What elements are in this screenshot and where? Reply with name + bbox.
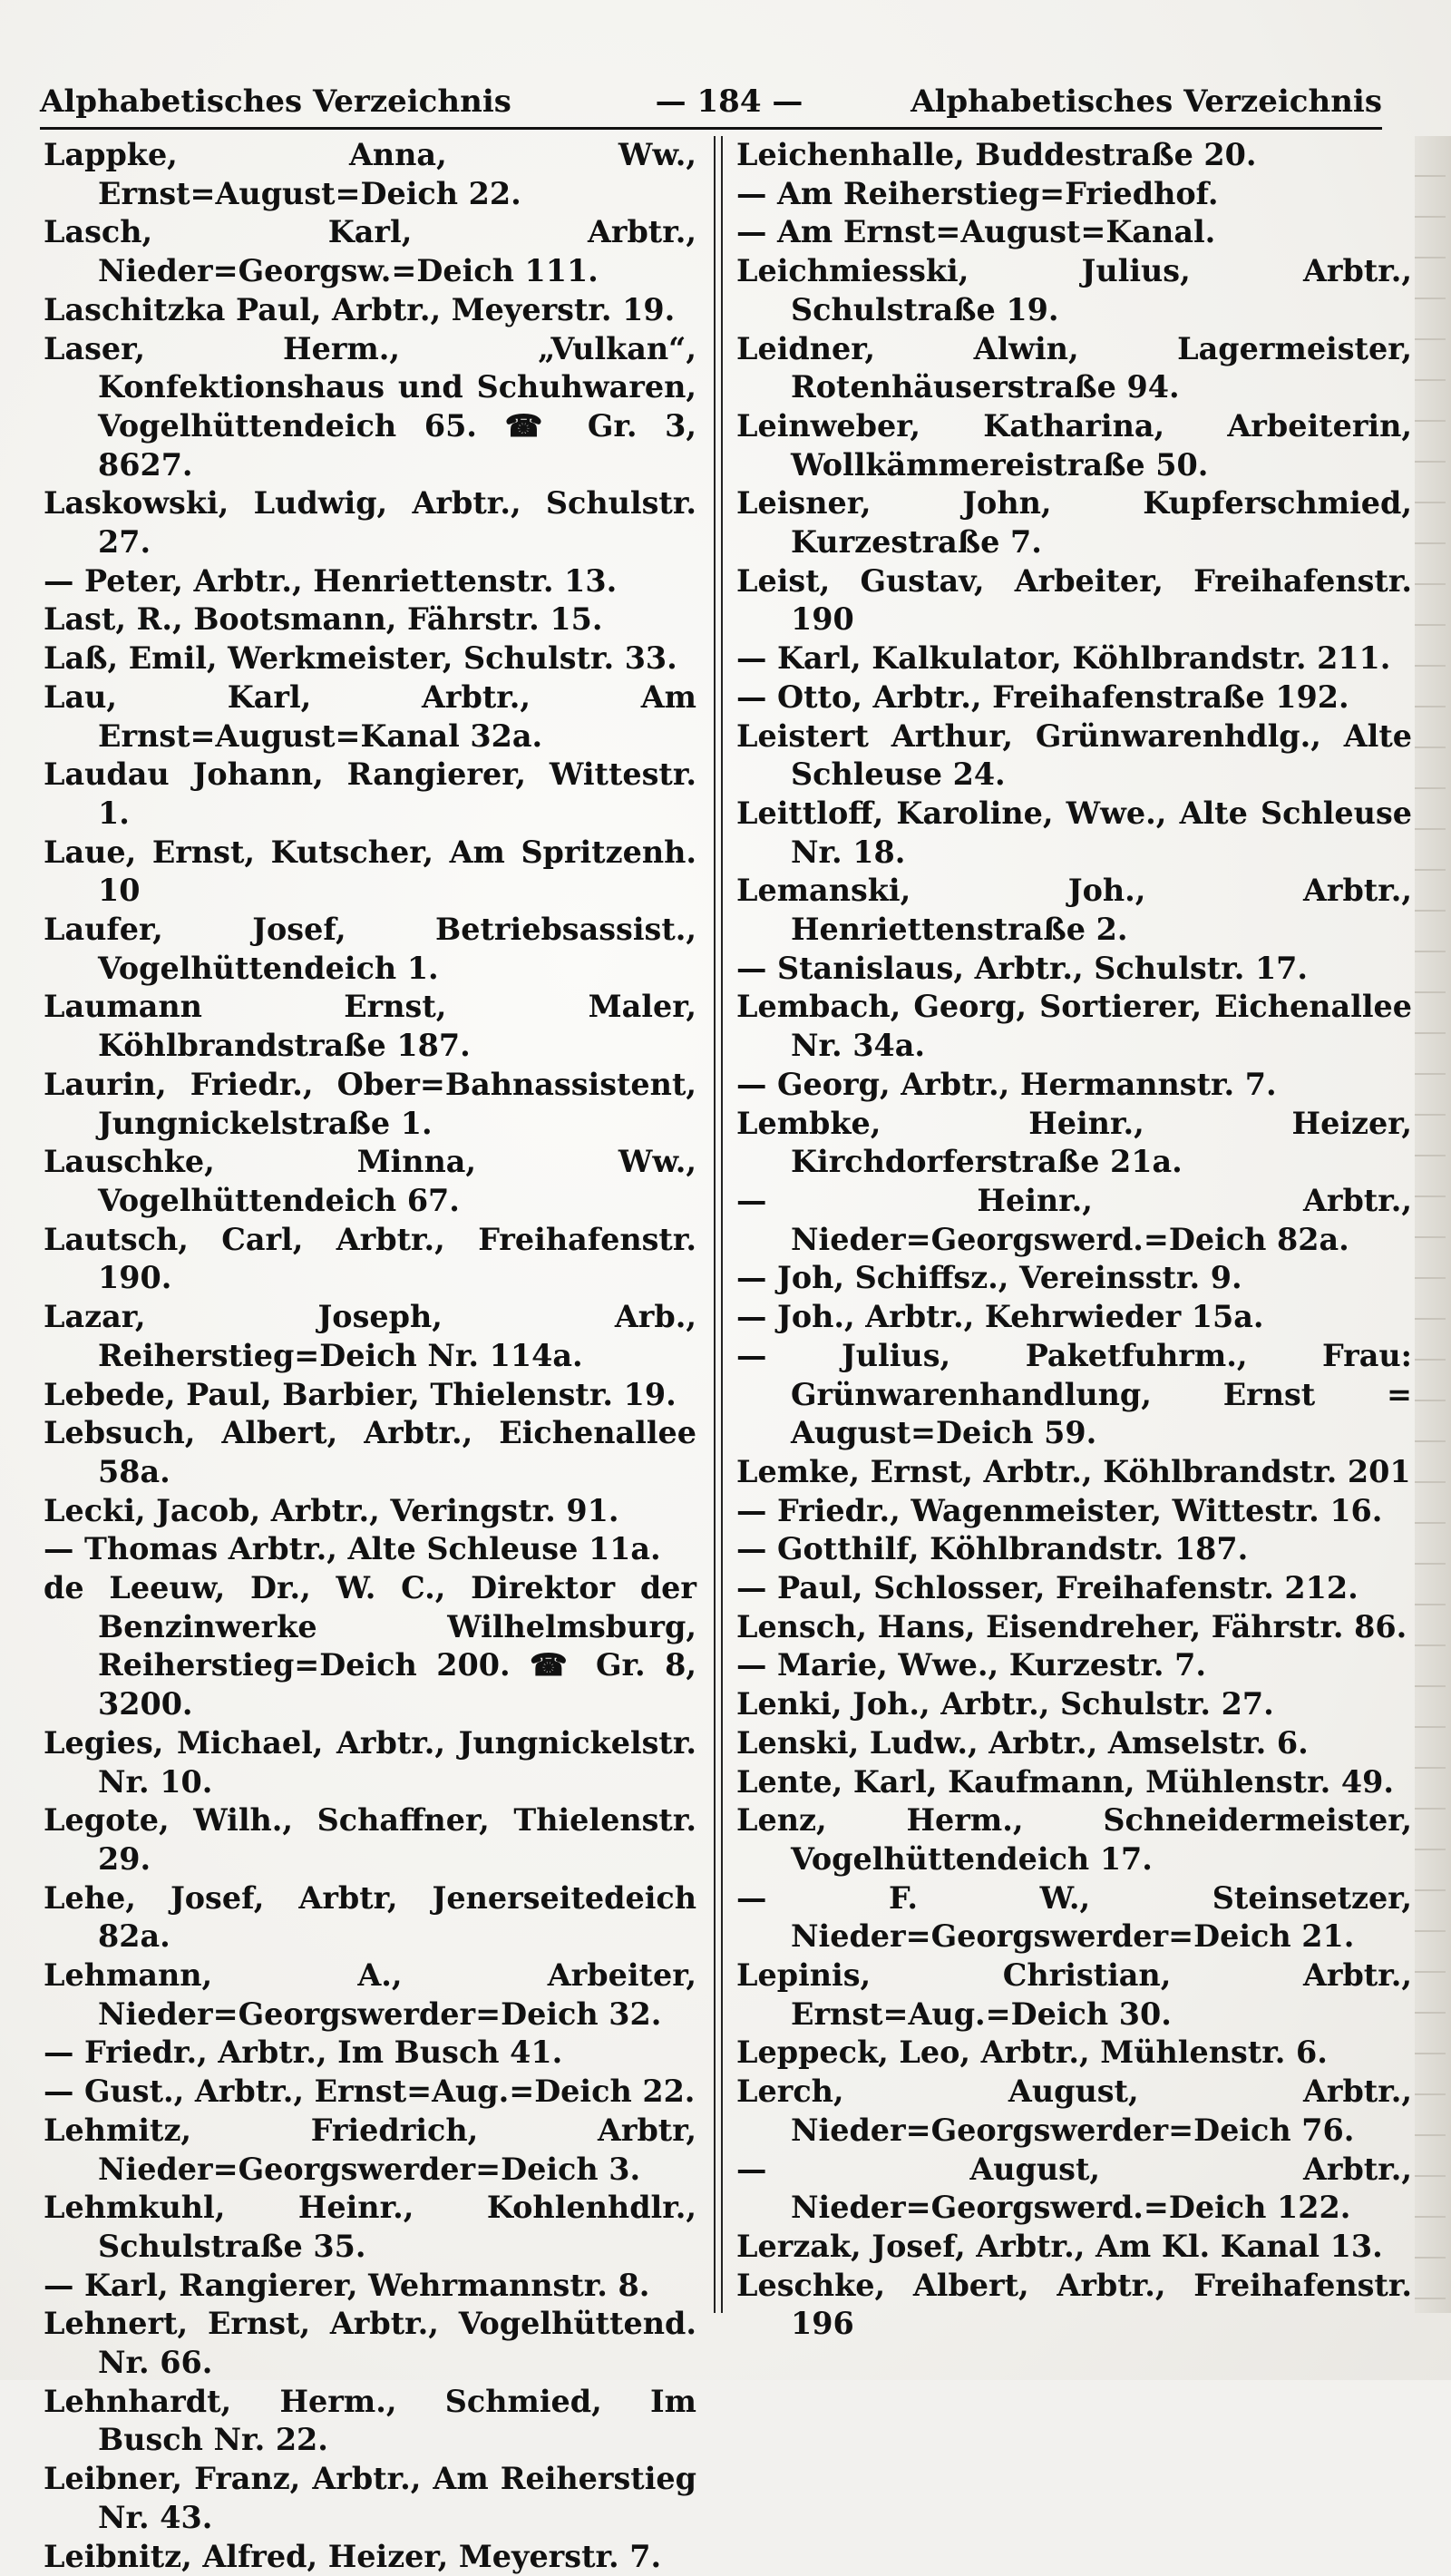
directory-entry: — Otto, Arbtr., Freihafenstraße 192. — [736, 678, 1349, 715]
facing-page-line — [1415, 177, 1446, 218]
directory-entry: Lehnhardt, Herm., Schmied, Im Busch Nr. 22. — [44, 2383, 696, 2458]
directory-entry: Lasch, Karl, Arbtr., Nieder=Georgsw.=Deich 111. — [44, 214, 696, 289]
directory-entry: Laumann Ernst, Maler, Köhlbrandstraße 187. — [44, 989, 696, 1064]
facing-page-line — [1415, 1932, 1446, 1973]
facing-page-line — [1415, 1687, 1446, 1728]
facing-page-line — [1415, 1565, 1446, 1605]
facing-page-line — [1415, 381, 1446, 422]
directory-entry: Lehmitz, Friedrich, Arbtr, Nieder=Georgswerder=Deich 3. — [44, 2112, 696, 2187]
facing-page-line — [1415, 830, 1446, 871]
facing-page-line — [1415, 1156, 1446, 1197]
directory-entry: Lenski, Ludw., Arbtr., Amselstr. 6. — [736, 1724, 1309, 1761]
directory-entry: — Gust., Arbtr., Ernst=Aug.=Deich 22. — [44, 2073, 696, 2110]
directory-entry: Leschke, Albert, Arbtr., Freihafenstr. 196 — [736, 2267, 1412, 2342]
facing-page-line — [1415, 748, 1446, 789]
directory-entry: — Stanislaus, Arbtr., Schulstr. 17. — [736, 950, 1309, 986]
directory-entry: Legies, Michael, Arbtr., Jungnickelstr. Nr. 10. — [44, 1724, 696, 1800]
left-column — [44, 136, 696, 2576]
directory-entry: Lebsuch, Albert, Arbtr., Eichenallee 58a. — [44, 1415, 696, 1489]
directory-entry: Lerch, August, Arbtr., Nieder=Georgswerder=Deich 76. — [736, 2073, 1412, 2148]
facing-page-line — [1415, 2259, 1446, 2299]
facing-page-line — [1415, 1361, 1446, 1401]
directory-entry: Leisner, John, Kupferschmied, Kurzestraße 7. — [736, 485, 1412, 561]
facing-page-line — [1415, 871, 1446, 912]
directory-entry: Lappke, Anna, Ww., Ernst=August=Deich 22. — [44, 137, 696, 211]
facing-page-line — [1415, 1320, 1446, 1361]
facing-page-line — [1415, 1116, 1446, 1156]
directory-entry: — F. W., Steinsetzer, Nieder=Georgswerder=Deich 21. — [736, 1879, 1412, 1955]
facing-page-line — [1415, 1810, 1446, 1850]
directory-entry: — Gotthilf, Köhlbrandstr. 187. — [736, 1531, 1249, 1567]
directory-entry: Lensch, Hans, Eisendreher, Fährstr. 86. — [736, 1608, 1407, 1644]
facing-page-line — [1415, 1034, 1446, 1075]
directory-entry: Laskowski, Ludwig, Arbtr., Schulstr. 27. — [44, 485, 696, 561]
directory-entry: — Karl, Rangierer, Wehrmannstr. 8. — [44, 2267, 650, 2303]
facing-page-line — [1415, 2136, 1446, 2177]
facing-page-line — [1415, 299, 1446, 340]
facing-page-edge — [1415, 136, 1451, 2313]
facing-page-line — [1415, 912, 1446, 952]
directory-entry: Laudau Johann, Rangierer, Wittestr. 1. — [44, 756, 696, 831]
directory-entry: Laufer, Josef, Betriebsassist., Vogelhüttendeich 1. — [44, 912, 696, 986]
facing-page-line — [1415, 259, 1446, 299]
facing-page-line — [1415, 1238, 1446, 1279]
directory-entry: — Friedr., Arbtr., Im Busch 41. — [44, 2034, 563, 2071]
facing-page-line — [1415, 1524, 1446, 1565]
directory-entry: Laue, Ernst, Kutscher, Am Spritzenh. 10 — [44, 834, 696, 909]
directory-entry: — Joh, Schiffsz., Vereinsstr. 9. — [736, 1260, 1242, 1296]
facing-page-line — [1415, 952, 1446, 993]
facing-page-line — [1415, 136, 1446, 177]
directory-entry: — Friedr., Wagenmeister, Wittestr. 16. — [736, 1492, 1383, 1528]
directory-entry: — Marie, Wwe., Kurzestr. 7. — [736, 1647, 1206, 1683]
directory-entry: — Georg, Arbtr., Hermannstr. 7. — [736, 1066, 1277, 1102]
facing-page-line — [1415, 1850, 1446, 1891]
directory-entry: Lau, Karl, Arbtr., Am Ernst=August=Kanal 32a. — [44, 678, 696, 754]
directory-entry: Laschitzka Paul, Arbtr., Meyerstr. 19. — [44, 291, 676, 327]
facing-page-line — [1415, 1075, 1446, 1116]
header-rule — [40, 127, 1382, 130]
column-divider — [714, 136, 723, 2313]
facing-page-line — [1415, 2218, 1446, 2259]
facing-page-line — [1415, 1401, 1446, 1442]
facing-page-line — [1415, 2299, 1446, 2313]
directory-entry: Laser, Herm., „Vulkan“, Konfektionshaus und Schuhwaren, Vogelhüttendeich 65. ☎ Gr. 3, 8627. — [44, 330, 696, 483]
directory-entry: Lemanski, Joh., Arbtr., Henriettenstraße 2. — [736, 873, 1412, 948]
directory-entry: de Leeuw, Dr., W. C., Direktor der Benzinwerke Wilhelmsburg, Reiherstieg=Deich 200. ☎ Gr. 8, 3200. — [44, 1570, 696, 1722]
facing-page-line — [1415, 1197, 1446, 1238]
facing-page-line — [1415, 626, 1446, 667]
right-column — [736, 136, 1412, 2344]
directory-entry: Lehmkuhl, Heinr., Kohlenhdlr., Schulstraße 35. — [44, 2190, 696, 2264]
directory-entry: Leibner, Franz, Arbtr., Am Reiherstieg Nr. 43. — [44, 2461, 696, 2535]
facing-page-line — [1415, 2177, 1446, 2218]
page-header — [40, 83, 1382, 125]
directory-entry: Leppeck, Leo, Arbtr., Mühlenstr. 6. — [736, 2034, 1328, 2071]
facing-page-line — [1415, 1769, 1446, 1810]
facing-page-line — [1415, 1605, 1446, 1646]
facing-page-line — [1415, 340, 1446, 381]
directory-entry: Lehnert, Ernst, Arbtr., Vogelhüttend. Nr. 66. — [44, 2306, 696, 2381]
directory-entry: Lauschke, Minna, Ww., Vogelhüttendeich 67. — [44, 1144, 696, 1218]
directory-entry: — Joh., Arbtr., Kehrwieder 15a. — [736, 1299, 1264, 1335]
directory-entry: Leichenhalle, Buddestraße 20. — [736, 137, 1257, 172]
directory-entry: Lembke, Heinr., Heizer, Kirchdorferstraße 21a. — [736, 1105, 1412, 1180]
directory-entry: Legote, Wilh., Schaffner, Thielenstr. 29. — [44, 1802, 696, 1877]
directory-entry: — Karl, Kalkulator, Köhlbrandstr. 211. — [736, 640, 1391, 677]
facing-page-line — [1415, 585, 1446, 626]
directory-entry: Laurin, Friedr., Ober=Bahnassistent, Jungnickelstraße 1. — [44, 1066, 696, 1141]
directory-entry: Lebede, Paul, Barbier, Thielenstr. 19. — [44, 1376, 677, 1412]
facing-page-line — [1415, 1483, 1446, 1524]
directory-entry: Lazar, Joseph, Arb., Reiherstieg=Deich Nr. 114a. — [44, 1299, 696, 1373]
directory-entry: Lenz, Herm., Schneidermeister, Vogelhüttendeich 17. — [736, 1802, 1412, 1877]
facing-page-line — [1415, 1646, 1446, 1687]
facing-page-line — [1415, 544, 1446, 585]
facing-page-line — [1415, 218, 1446, 259]
directory-entry: — Paul, Schlosser, Freihafenstr. 212. — [736, 1570, 1358, 1606]
header-left-title: Alphabetisches Verzeichnis — [40, 83, 511, 120]
directory-entry: Leist, Gustav, Arbeiter, Freihafenstr. 190 — [736, 562, 1412, 638]
directory-entry: — Peter, Arbtr., Henriettenstr. 13. — [44, 562, 618, 599]
directory-entry: Lente, Karl, Kaufmann, Mühlenstr. 49. — [736, 1763, 1394, 1800]
facing-page-line — [1415, 2014, 1446, 2054]
directory-entry: — Am Reiherstieg=Friedhof. — [736, 175, 1219, 211]
directory-entry: — Julius, Paketfuhrm., Frau: Grünwarenhandlung, Ernst = August=Deich 59. — [736, 1337, 1412, 1451]
directory-entry: Leinweber, Katharina, Arbeiterin, Wollkämmereistraße 50. — [736, 407, 1412, 483]
facing-page-line — [1415, 463, 1446, 503]
directory-entry: Last, R., Bootsmann, Fährstr. 15. — [44, 601, 603, 638]
facing-page-line — [1415, 422, 1446, 463]
facing-page-line — [1415, 1891, 1446, 1932]
directory-entry: Lautsch, Carl, Arbtr., Freihafenstr. 190. — [44, 1221, 696, 1296]
facing-page-line — [1415, 2054, 1446, 2095]
directory-entry: — Heinr., Arbtr., Nieder=Georgswerd.=Deich 82a. — [736, 1182, 1412, 1257]
directory-entry: Leidner, Alwin, Lagermeister, Rotenhäuserstraße 94. — [736, 330, 1412, 405]
directory-entry: — Am Ernst=August=Kanal. — [736, 214, 1216, 250]
facing-page-line — [1415, 1442, 1446, 1483]
directory-entry: Leibnitz, Alfred, Heizer, Meyerstr. 7. — [44, 2538, 662, 2574]
page-number: — 184 — — [655, 83, 803, 120]
directory-entry: Leistert Arthur, Grünwarenhdlg., Alte Schleuse 24. — [736, 717, 1412, 793]
directory-entry: Lehmann, A., Arbeiter, Nieder=Georgswerder=Deich 32. — [44, 1957, 696, 2032]
directory-entry: Lecki, Jacob, Arbtr., Veringstr. 91. — [44, 1492, 619, 1528]
directory-entry: — Thomas Arbtr., Alte Schleuse 11a. — [44, 1531, 661, 1567]
directory-entry: Lemke, Ernst, Arbtr., Köhlbrandstr. 201 — [736, 1453, 1411, 1489]
facing-page-line — [1415, 1973, 1446, 2014]
facing-page-line — [1415, 707, 1446, 748]
facing-page-line — [1415, 1279, 1446, 1320]
directory-entry: Leittloff, Karoline, Wwe., Alte Schleuse Nr. 18. — [736, 795, 1412, 870]
facing-page-line — [1415, 789, 1446, 830]
directory-entry: Lehe, Josef, Arbtr, Jenerseitedeich 82a. — [44, 1879, 696, 1955]
directory-entry: Lembach, Georg, Sortierer, Eichenallee Nr. 34a. — [736, 989, 1412, 1064]
directory-entry: Leichmiesski, Julius, Arbtr., Schulstraße 19. — [736, 253, 1412, 327]
directory-entry: Lenki, Joh., Arbtr., Schulstr. 27. — [736, 1686, 1274, 1722]
facing-page-line — [1415, 1728, 1446, 1769]
facing-page-line — [1415, 667, 1446, 707]
directory-entry: Laß, Emil, Werkmeister, Schulstr. 33. — [44, 640, 677, 677]
facing-page-line — [1415, 993, 1446, 1034]
header-right-title: Alphabetisches Verzeichnis — [911, 83, 1382, 120]
directory-entry: Lerzak, Josef, Arbtr., Am Kl. Kanal 13. — [736, 2228, 1383, 2264]
facing-page-line — [1415, 503, 1446, 544]
directory-entry: — August, Arbtr., Nieder=Georgswerd.=Deich 122. — [736, 2151, 1412, 2226]
facing-page-line — [1415, 2095, 1446, 2136]
directory-entry: Lepinis, Christian, Arbtr., Ernst=Aug.=Deich 30. — [736, 1957, 1412, 2032]
